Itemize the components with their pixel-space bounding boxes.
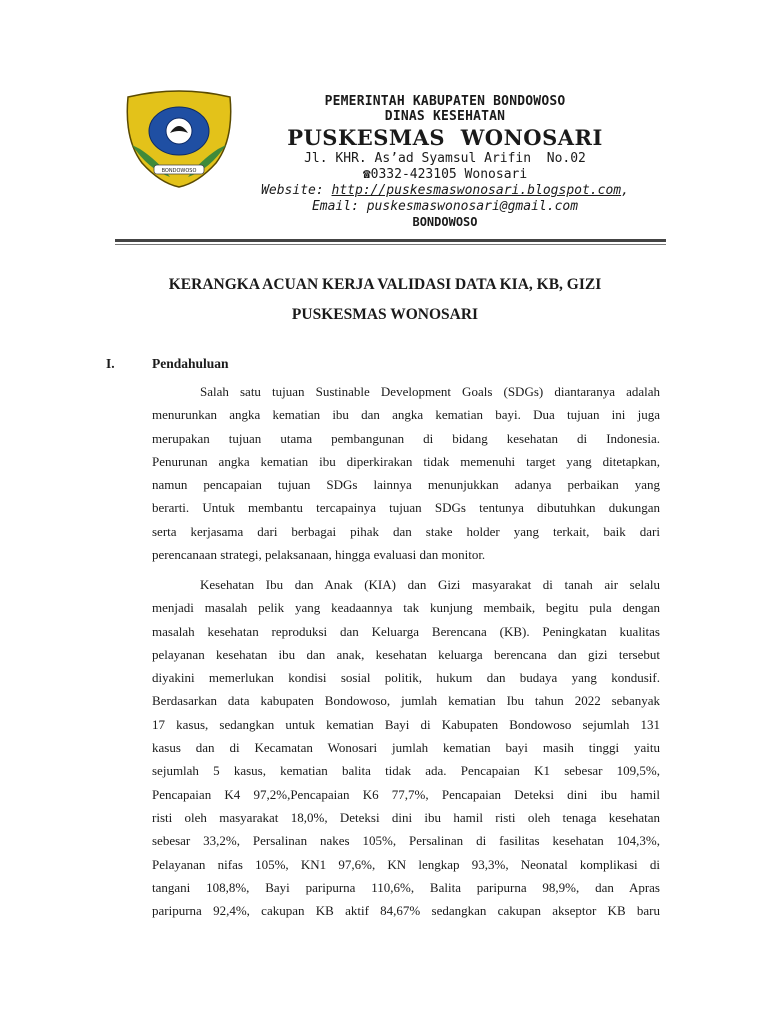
- paragraph-line: merupakan tujuan utama pembangunan di bidang kesehatan di Indonesia.: [152, 430, 660, 446]
- paragraph-1: [152, 380, 660, 566]
- letterhead: [255, 94, 635, 230]
- paragraph-line: diyakini memerlukan kondisi sosial politik, hukum dan budaya yang kondusif.: [152, 670, 660, 686]
- government-name: PEMERINTAH KABUPATEN BONDOWOSO: [324, 94, 566, 109]
- paragraph-line: Berdasarkan data kabupaten Bondowoso, jumlah kematian Ibu tahun 2022 sebanyak: [152, 693, 660, 709]
- city-name: BONDOWOSO: [412, 215, 478, 229]
- document-title-line-1: KERANGKA ACUAN KERJA VALIDASI DATA KIA, KB, GIZI: [168, 276, 602, 293]
- paragraph-line: Kesehatan Ibu dan Anak (KIA) dan Gizi masyarakat di tanah air selalu: [200, 577, 660, 592]
- paragraph-line: sejumlah 5 kasus, kematian balita tidak ada. Pencapaian K1 sebesar 109,5%,: [152, 763, 660, 779]
- website-link[interactable]: http://puskesmaswonosari.blogspot.com: [331, 183, 622, 198]
- emblem-ribbon-text: BONDOWOSO: [161, 168, 197, 174]
- phone-icon: ☎: [362, 167, 371, 182]
- section-number: I.: [106, 356, 115, 371]
- paragraph-line: perencanaan strategi, pelaksanaan, hingga evaluasi dan monitor.: [152, 547, 486, 563]
- paragraph-line: 17 kasus, sedangkan untuk kematian Bayi di Kabupaten Bondowoso sejumlah 131: [152, 716, 660, 732]
- website-label: Website:: [261, 183, 332, 198]
- paragraph-line: risti oleh masyarakat 18,0%, Deteksi dini ibu hamil risti oleh tenaga kesehatan: [152, 809, 660, 825]
- paragraph-line: kasus dan di Kecamatan Wonosari jumlah kematian bayi masih tinggi yaitu: [152, 740, 660, 756]
- email-line: Email: puskesmaswonosari@gmail.com: [311, 199, 579, 214]
- letterhead-divider-thick: [115, 239, 666, 242]
- phone-number: 0332-423105 Wonosari: [370, 167, 528, 182]
- paragraph-line: sebesar 33,2%, Persalinan nakes 105%, Persalinan di fasilitas kesehatan 104,3%,: [152, 833, 660, 849]
- agency-name: DINAS KESEHATAN: [384, 109, 506, 124]
- paragraph-line: Salah satu tujuan Sustinable Development Goals (SDGs) diantaranya adalah: [200, 384, 660, 399]
- paragraph-line: berarti. Untuk membantu tercapainya tujuan SDGs tentunya dibutuhkan dukungan: [152, 500, 660, 516]
- paragraph-line: paripurna 92,4%, cakupan KB aktif 84,67% sedangkan cakupan akseptor KB baru: [152, 903, 660, 919]
- document-title-line-2: PUSKESMAS WONOSARI: [291, 306, 479, 323]
- paragraph-line: tangani 108,8%, Bayi paripurna 110,6%, Balita paripurna 98,9%, dan Apras: [152, 879, 660, 895]
- paragraph-line: Penurunan angka kematian ibu diperkirakan tidak memenuhi target yang ditetapkan,: [152, 453, 660, 469]
- bondowoso-emblem-logo: [118, 89, 240, 189]
- paragraph-line: serta kerjasama dari berbagai pihak dan stake holder yang terkait, baik dari: [152, 523, 660, 539]
- paragraph-line: namun pencapaian tujuan SDGs lainnya menunjukkan adanya perbaikan yang: [152, 477, 660, 493]
- paragraph-line: masalah kesehatan reproduksi dan Keluarga Berencana (KB). Peningkatan kualitas: [152, 623, 660, 639]
- institution-name: PUSKESMAS WONOSARI: [287, 125, 603, 150]
- website-line: [255, 183, 635, 199]
- address: Jl. KHR. As’ad Syamsul Arifin No.02: [304, 151, 586, 166]
- paragraph-line: menjadi masalah pelik yang keadaannya tak kunjung membaik, begitu pula dengan: [152, 600, 660, 616]
- phone-line: [255, 167, 635, 183]
- letterhead-divider-thin: [115, 244, 666, 245]
- paragraph-2: [152, 573, 660, 922]
- paragraph-line: pelayanan kesehatan ibu dan anak, kesehatan keluarga berencana dan gizi tersebut: [152, 646, 660, 662]
- paragraph-line: Pelayanan nifas 105%, KN1 97,6%, KN lengkap 93,3%, Neonatal komplikasi di: [152, 856, 660, 872]
- document-title: [110, 270, 660, 330]
- website-suffix: ,: [621, 183, 629, 198]
- section-heading: Pendahuluan: [152, 356, 229, 371]
- paragraph-line: menurunkan angka kematian ibu dan angka kematian bayi. Dua tujuan ini juga: [152, 407, 660, 423]
- paragraph-line: Pencapaian K4 97,2%,Pencapaian K6 77,7%, Pencapaian Deteksi dini ibu hamil: [152, 786, 660, 802]
